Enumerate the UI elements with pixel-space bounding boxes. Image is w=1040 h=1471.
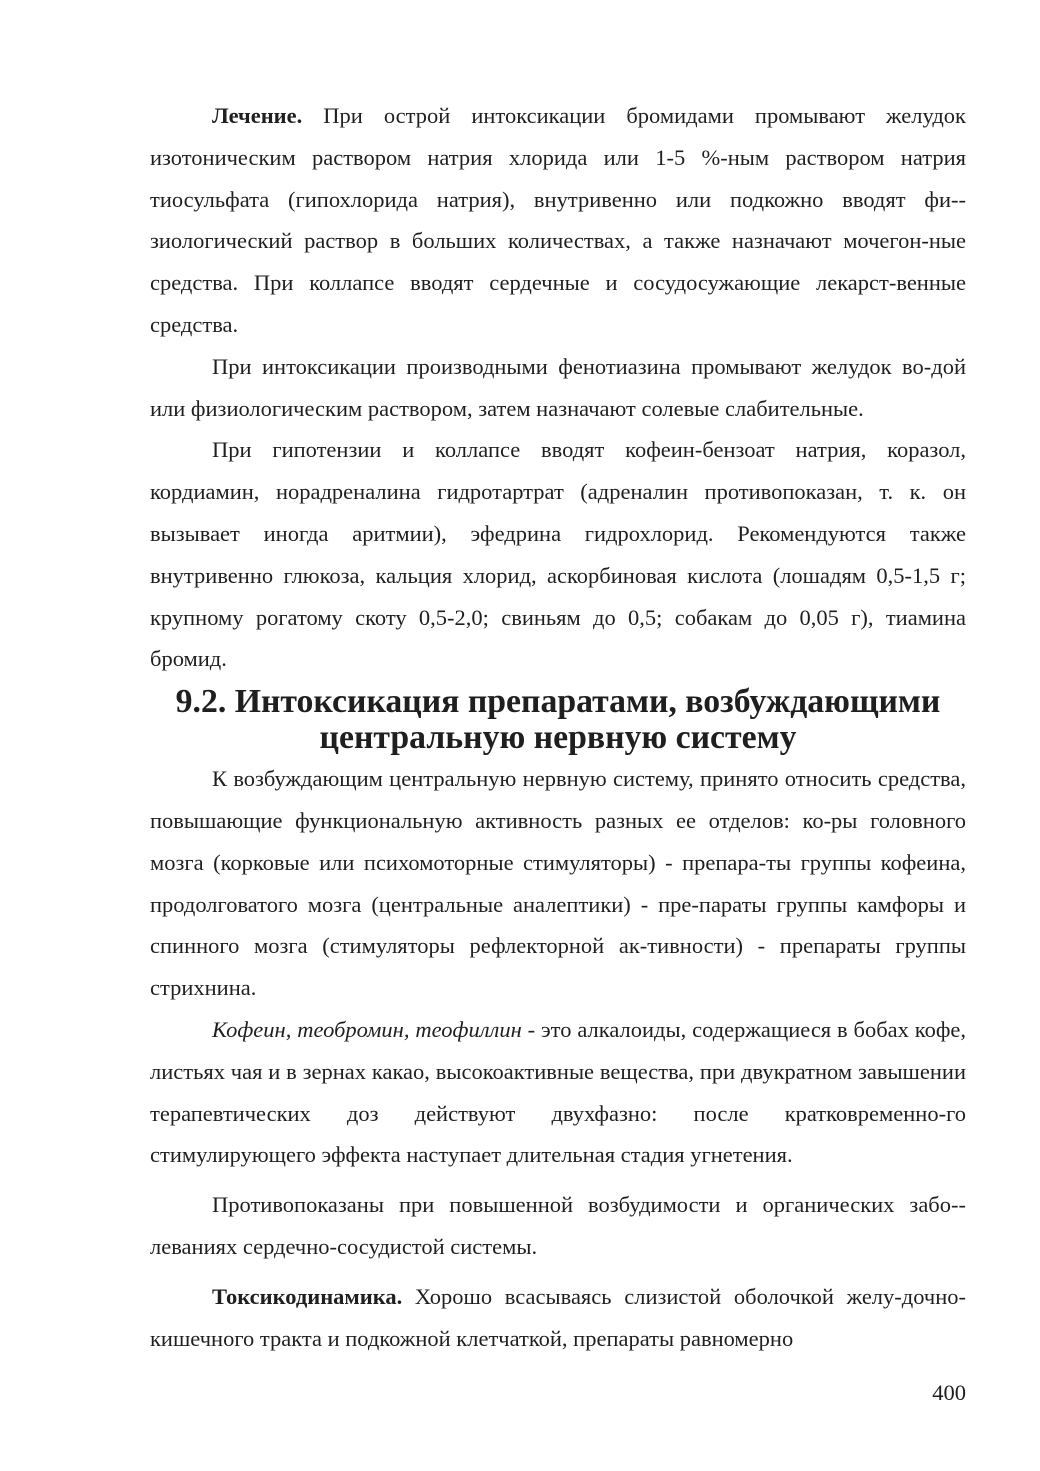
treatment-lead: Лечение.	[212, 103, 303, 128]
caffeine-text: - это алкалоиды, содержащиеся в бобах кофе, листьях чая и в зернах какао, высокоактивные вещества, при двукратном завышении терапевтических доз действуют двухфазно: после кратковременно-го стимулирующего эффекта наступает длительная стадия угнетения.	[150, 1016, 967, 1168]
paragraph-caffeine	[150, 1009, 966, 1176]
paragraph-treatment	[150, 95, 966, 346]
toxicodynamics-text: Хорошо всасываясь слизистой оболочкой желу-дочно-кишечного тракта и подкожной клетчаткой, препараты равномерно	[150, 1283, 966, 1351]
page-number: 400	[932, 1380, 966, 1405]
caffeine-lead: Кофеин, теобромин, теофиллин	[212, 1016, 522, 1042]
page-body	[150, 95, 966, 1359]
treatment-text: При острой интоксикации бромидами промывают желудок изотоническим раствором натрия хлорида или 1-5 %-ным раствором натрия тиосульфата (гипохлорида натрия), внутривенно или подкожно вводят фи-зиологический раствор в больших количествах, а также назначают мочегон-ные средства. При коллапсе вводят сердечные и сосудосужающие лекарст-венные средства.	[150, 103, 966, 337]
paragraph-contraindications: Противопоказаны при повышенной возбудимости и органических забо-леваниях сердечно-сосудистой системы.	[150, 1192, 966, 1259]
paragraph-phenothiazine: При интоксикации производными фенотиазина промывают желудок во-дой или физиологическим раствором, затем назначают солевые слабительные.	[150, 353, 966, 421]
toxicodynamics-lead: Токсикодинамика.	[212, 1283, 403, 1309]
section-heading: 9.2. Интоксикация препаратами, возбуждающими центральную нервную систему	[175, 683, 941, 757]
paragraph-hypotension: При гипотензии и коллапсе вводят кофеин-бензоат натрия, коразол, кордиамин, норадреналина гидротартрат (адреналин противопоказан, т. к. он вызывает иногда аритмии), эфедрина гидрохлорид. Рекомендуются также внутривенно глюкоза, кальция хлорид, аскорбиновая кислота (лошадям 0,5-1,5 г; крупному рогатому скоту 0,5-2,0; свиньям до 0,5; собакам до 0,05 г), тиамина бромид.	[150, 437, 966, 672]
paragraph-cns-stimulants: К возбуждающим центральную нервную систему, принято относить средства, повышающие функциональную активность разных ее отделов: ко-ры головного мозга (корковые или психомоторные стимуляторы) - препара-ты группы кофеина, продолговатого мозга (центральные аналептики) - пре-параты группы камфоры и спинного мозга (стимуляторы рефлекторной ак-тивности) - препараты группы стрихнина.	[150, 766, 966, 1001]
paragraph-toxicodynamics	[150, 1276, 966, 1360]
